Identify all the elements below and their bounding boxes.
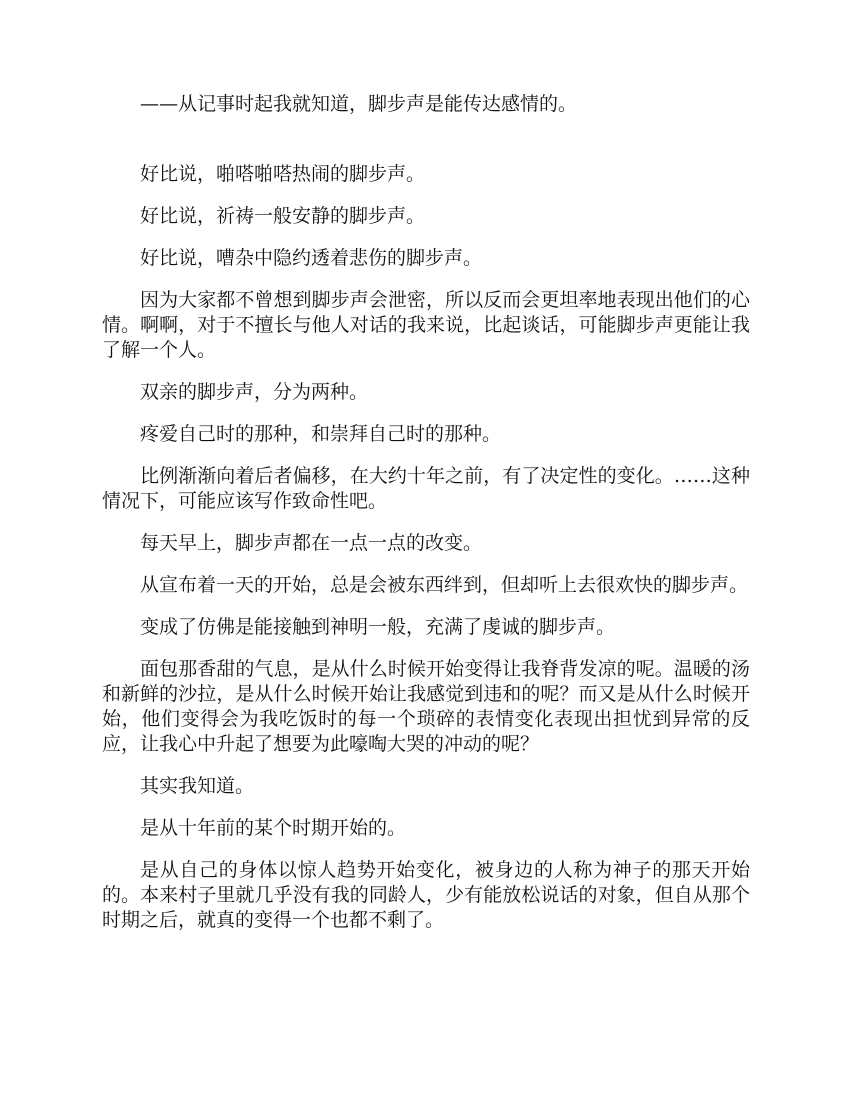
paragraph: 好比说，祈祷一般安静的脚步声。 (140, 205, 426, 227)
paragraph: 从宣布着一天的开始，总是会被东西绊到，但却听上去很欢快的脚步声。 (140, 574, 749, 596)
paragraph: 比例渐渐向着后者偏移，在大约十年之前，有了决定性的变化。……这种情况下，可能应该写作致命性吧。 (102, 465, 750, 512)
paragraph: ——从记事时起我就知道，脚步声是能传达感情的。 (140, 93, 578, 115)
paragraph: 好比说，啪嗒啪嗒热闹的脚步声。 (140, 163, 426, 185)
paragraph: 双亲的脚步声，分为两种。 (140, 381, 369, 403)
paragraph: 变成了仿佛是能接触到神明一般，充满了虔诚的脚步声。 (140, 616, 616, 638)
paragraph: 好比说，嘈杂中隐约透着悲伤的脚步声。 (140, 247, 483, 269)
paragraph: 其实我知道。 (140, 775, 255, 797)
paragraph: 是从自己的身体以惊人趋势开始变化，被身边的人称为神子的那天开始的。本来村子里就几乎没有我的同龄人，少有能放松说话的对象，但自从那个时期之后，就真的变得一个也都不剩了。 (102, 859, 750, 931)
paragraph: 因为大家都不曾想到脚步声会泄密，所以反而会更坦率地表现出他们的心情。啊啊，对于不擅长与他人对话的我来说，比起谈话，可能脚步声更能让我了解一个人。 (102, 289, 750, 361)
document-body (102, 92, 750, 950)
paragraph: 每天早上，脚步声都在一点一点的改变。 (140, 532, 483, 554)
paragraph: 疼爱自己时的那种，和崇拜自己时的那种。 (140, 423, 502, 445)
paragraph: 面包那香甜的气息，是从什么时候开始变得让我脊背发凉的呢。温暖的汤和新鲜的沙拉，是从什么时候开始让我感觉到违和的呢？而又是从什么时候开始，他们变得会为我吃饭时的每一个琐碎的表情变化表现出担忧到异常的反应，让我心中升起了想要为此嚎啕大哭的冲动的呢？ (102, 658, 750, 755)
paragraph: 是从十年前的某个时期开始的。 (140, 817, 407, 839)
